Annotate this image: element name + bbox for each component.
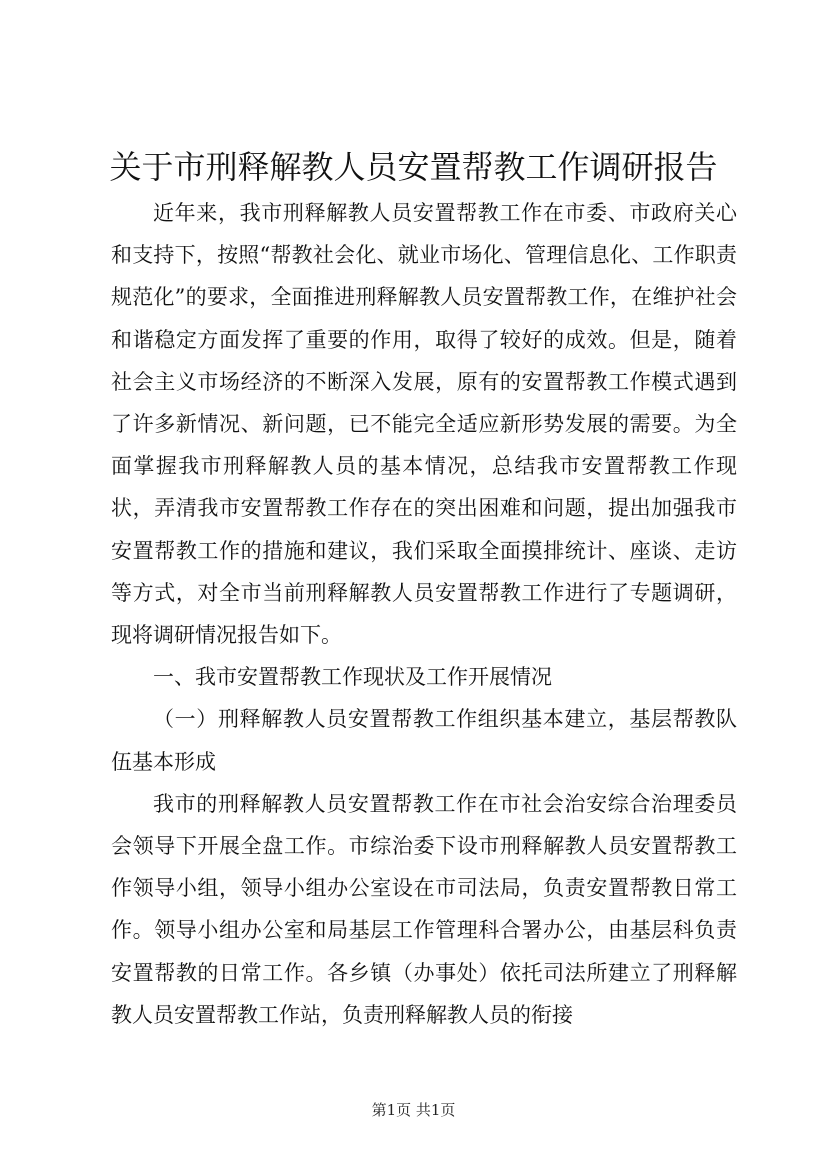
section-heading: 一、我市安置帮教工作现状及工作开展情况 [153, 665, 552, 690]
subsection-heading: （一）刑释解教人员安置帮教工作组织基本建立，基层帮教队伍基本形成 [111, 707, 737, 774]
paragraph-organization: 我市的刑释解教人员安置帮教工作在市社会治安综合治理委员会领导下开展全盘工作。市综治委下设市刑释解教人员安置帮教工作领导小组，领导小组办公室设在市司法局，负责安置帮教日常工作。领导小组办公室和局基层工作管理科合署办公，由基层科负责安置帮教的日常工作。各乡镇（办事处）依托司法所建立了刑释解教人员安置帮教工作站，负责刑释解教人员的衔接 [111, 791, 737, 1027]
document-body [111, 192, 737, 1036]
document-title: 关于市刑释解教人员安置帮教工作调研报告 [109, 148, 718, 186]
page-footer: 第1页 共1页 [371, 1101, 456, 1119]
paragraph-intro: 近年来，我市刑释解教人员安置帮教工作在市委、市政府关心和支持下，按照“帮教社会化、就业市场化、管理信息化、工作职责规范化”的要求，全面推进刑释解教人员安置帮教工作，在维护社会和谐稳定方面发挥了重要的作用，取得了较好的成效。但是，随着社会主义市场经济的不断深入发展，原有的安置帮教工作模式遇到了许多新情况、新问题，已不能完全适应新形势发展的需要。为全面掌握我市刑释解教人员的基本情况，总结我市安置帮教工作现状，弄清我市安置帮教工作存在的突出困难和问题，提出加强我市安置帮教工作的措施和建议，我们采取全面摸排统计、座谈、走访等方式，对全市当前刑释解教人员安置帮教工作进行了专题调研，现将调研情况报告如下。 [111, 201, 737, 648]
